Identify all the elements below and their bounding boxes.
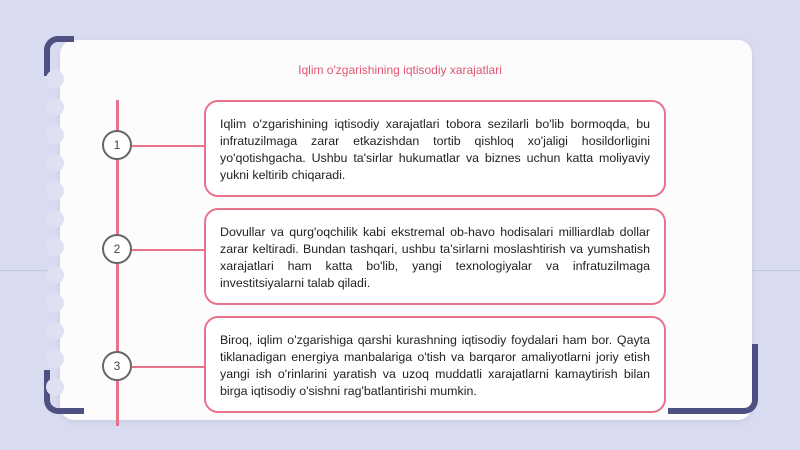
timeline-node-3 [102,351,132,381]
binder-hole [46,378,64,396]
content-box-3 [204,316,666,413]
node-number: 1 [113,138,121,152]
binder-hole [46,126,64,144]
node-number: 2 [113,242,121,256]
timeline-connector [132,249,204,251]
binder-hole [46,266,64,284]
content-box-1 [204,100,666,197]
binder-hole [46,154,64,172]
binder-hole [46,210,64,228]
item-text: Biroq, iqlim o'zgarishiga qarshi kurashning iqtisodiy foydalari ham bor. Qayta tiklanadigan energiya manbalariga o'tish va barqaror amaliyotlarni joriy etish yangi ish o'rinlarini yaratish va uzoq muddatli xarajatlarni kamaytirish bilan birga iqtisodiy o'sishni rag'batlantirishi mumkin. [220,333,650,398]
corner-bracket-bottom-right [668,344,758,414]
timeline-connector [132,366,204,368]
timeline-connector [132,145,204,147]
slide-title: Iqlim o'zgarishining iqtisodiy xarajatlari [298,63,502,77]
item-text: Iqlim o'zgarishining iqtisodiy xarajatlari tobora sezilarli bo'lib bormoqda, bu infratuzilmaga zarar etkazishdan tortib qishloq xo'jaligi hosildorligini yo'qotishgacha. Ushbu ta'sirlar hukumatlar va biznes uchun katta moliyaviy yukni keltirib chiqaradi. [220,117,650,182]
binder-hole [46,238,64,256]
timeline-node-1 [102,130,132,160]
node-number: 3 [113,359,121,373]
timeline-node-2 [102,234,132,264]
content-box-2 [204,208,666,305]
binder-hole [46,98,64,116]
binder-hole [46,182,64,200]
binder-hole [46,322,64,340]
item-text: Dovullar va qurg'oqchilik kabi ekstremal ob-havo hodisalari milliardlab dollar zarar keltiradi. Bundan tashqari, ushbu ta'sirlarni moslashtirish va yumshatish xarajatlari ham katta bo'lib, yangi texnologiyalar va infratuzilmaga investitsiyalarni talab qiladi. [220,225,650,290]
binder-hole [46,350,64,368]
binder-hole [46,294,64,312]
